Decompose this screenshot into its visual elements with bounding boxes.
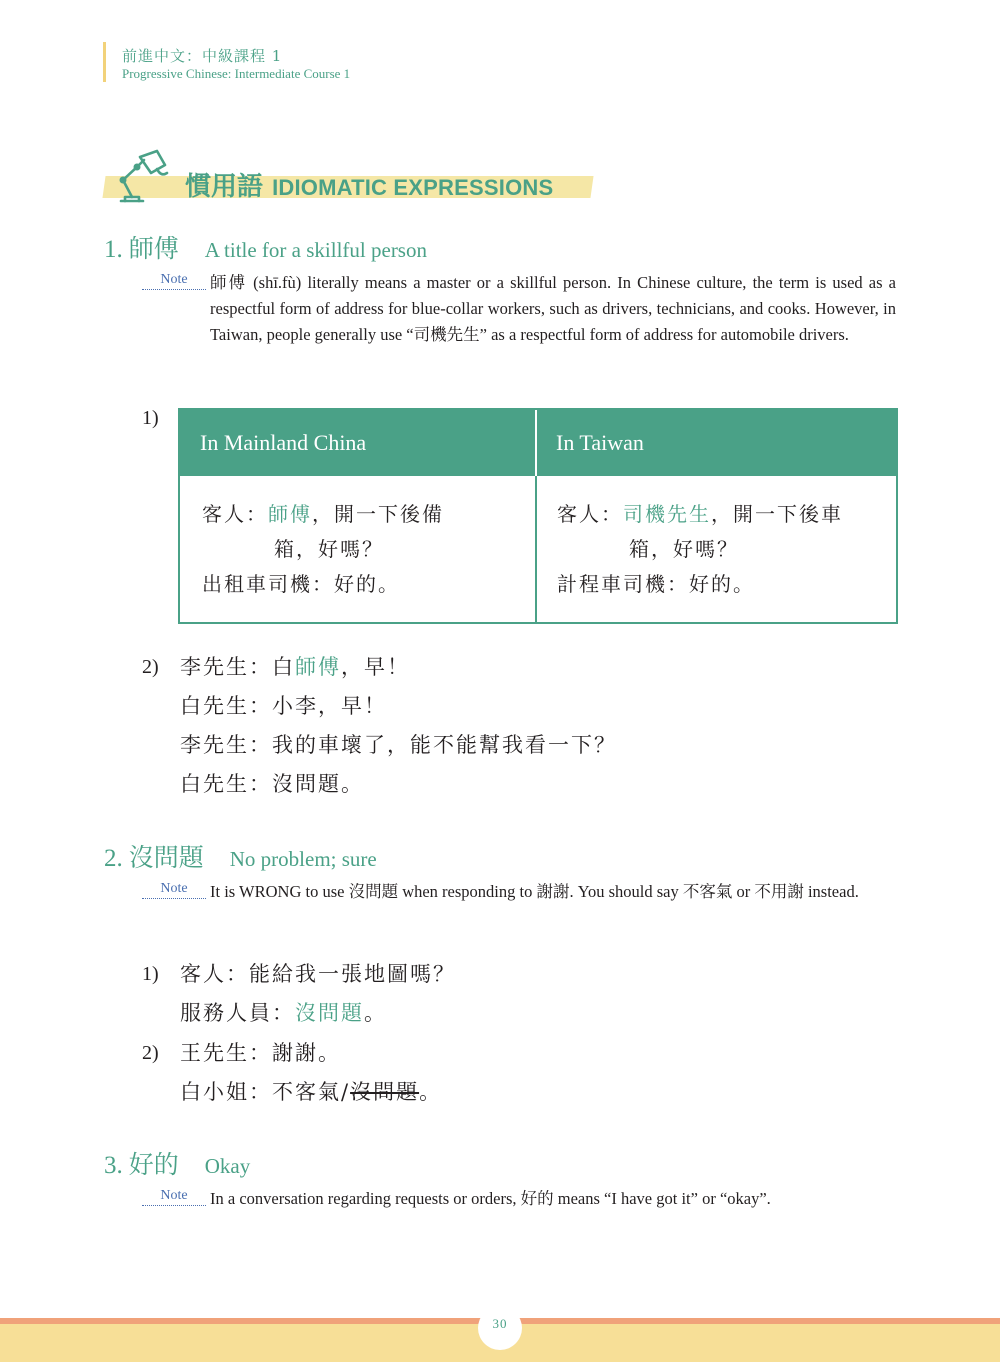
highlight-term: 師傅 [295,655,341,679]
dialogue-line [180,648,617,687]
expression-number: 3. [104,1152,123,1179]
expression-en: A title for a skillful person [204,238,427,262]
dialogue-line: 白先生：沒問題。 [180,772,364,796]
section-title [185,166,553,203]
dialogue-line: 出租車司機：好的。 [202,572,400,596]
dialogue-line: 箱，好嗎？ [274,537,384,561]
line-text: ，開一下後備 [312,502,444,526]
dialogue-line: 白先生：小李，早！ [180,694,387,718]
dialogue-block [180,648,617,804]
highlight-term: 師傅 [268,502,312,526]
line-text: ，早！ [341,655,410,679]
example-number: 2) [142,656,159,678]
line-text: 李先生：白 [180,655,295,679]
expression-zh: 師傅 [128,234,179,263]
dialogue-line: 客人：能給我一張地圖嗎？ [180,962,456,986]
dialogue-line [557,497,843,532]
expression-number: 2. [104,845,123,872]
dialogue-line: 箱，好嗎？ [629,537,739,561]
dialogue-line: 王先生：謝謝。 [180,1041,341,1065]
expression-zh: 好的 [128,1150,179,1179]
line-text: 白小姐：不客氣/ [180,1080,351,1104]
table-cell-mainland [202,497,444,602]
line-text: 客人： [202,502,268,526]
note-label: Note [142,881,206,899]
book-title-en: Progressive Chinese: Intermediate Course 1 [122,66,351,81]
example-number: 1) [142,407,159,429]
note-text: It is WRONG to use 沒問題 when responding to 謝謝. You should say 不客氣 or 不用謝 instead. [210,882,859,901]
book-title-zh: 前進中文：中級課程 1 [122,47,283,65]
highlight-term: 沒問題 [295,1001,364,1025]
line-text: 客人： [557,502,623,526]
expression-heading-2 [104,838,377,874]
note-label: Note [142,272,206,290]
desk-lamp-icon [113,147,171,205]
line-text: ，開一下後車 [711,502,843,526]
dialogue-block [180,955,456,1033]
note-text [210,270,896,348]
dialogue-line [180,1073,442,1112]
table-header-mainland: In Mainland China [200,430,367,455]
struck-term: 沒問題 [350,1080,420,1104]
dialogue-line: 李先生：我的車壞了，能不能幫我看一下？ [180,733,617,757]
expression-en: No problem; sure [229,847,377,871]
expression-heading-1 [104,229,427,265]
page-number: 30 [492,1316,508,1331]
example-number: 2) [142,1042,159,1064]
line-text: 。 [419,1080,443,1104]
example-number: 1) [142,963,159,985]
dialogue-line: 計程車司機：好的。 [557,572,755,596]
header-accent-bar [103,42,106,82]
expression-zh: 沒問題 [128,843,204,872]
table-cell-taiwan [557,497,843,602]
expression-heading-3 [104,1145,250,1181]
section-title-zh: 慣用語 [185,172,264,202]
note-text: In a conversation regarding requests or orders, 好的 means “I have got it” or “okay”. [210,1189,771,1208]
table-header-divider [535,410,537,476]
dialogue-line [202,497,444,532]
line-text: 。 [364,1001,387,1025]
line-text: 服務人員： [180,1001,295,1025]
dialogue-line [180,994,456,1033]
expression-en: Okay [204,1154,251,1178]
dialogue-block [180,1034,442,1112]
comparison-table [178,408,898,624]
section-title-en: IDIOMATIC EXPRESSIONS [272,175,554,200]
highlight-term: 司機先生 [623,502,711,526]
table-header-taiwan: In Taiwan [556,430,644,455]
note-text-part: ” as a respectful form of address for automobile drivers. [479,325,849,344]
note-text-part: 師傅 (shī.fù) literally means a master or a skillful person. In Chinese culture, the term is used as a respectful form of address for blue-collar workers, such as drivers, technicians, and cooks. However, in Taiwan, people generally use “ [210,273,896,344]
note-text-term: 司機先生 [413,325,480,344]
note-label: Note [142,1188,206,1206]
expression-number: 1. [104,236,123,263]
